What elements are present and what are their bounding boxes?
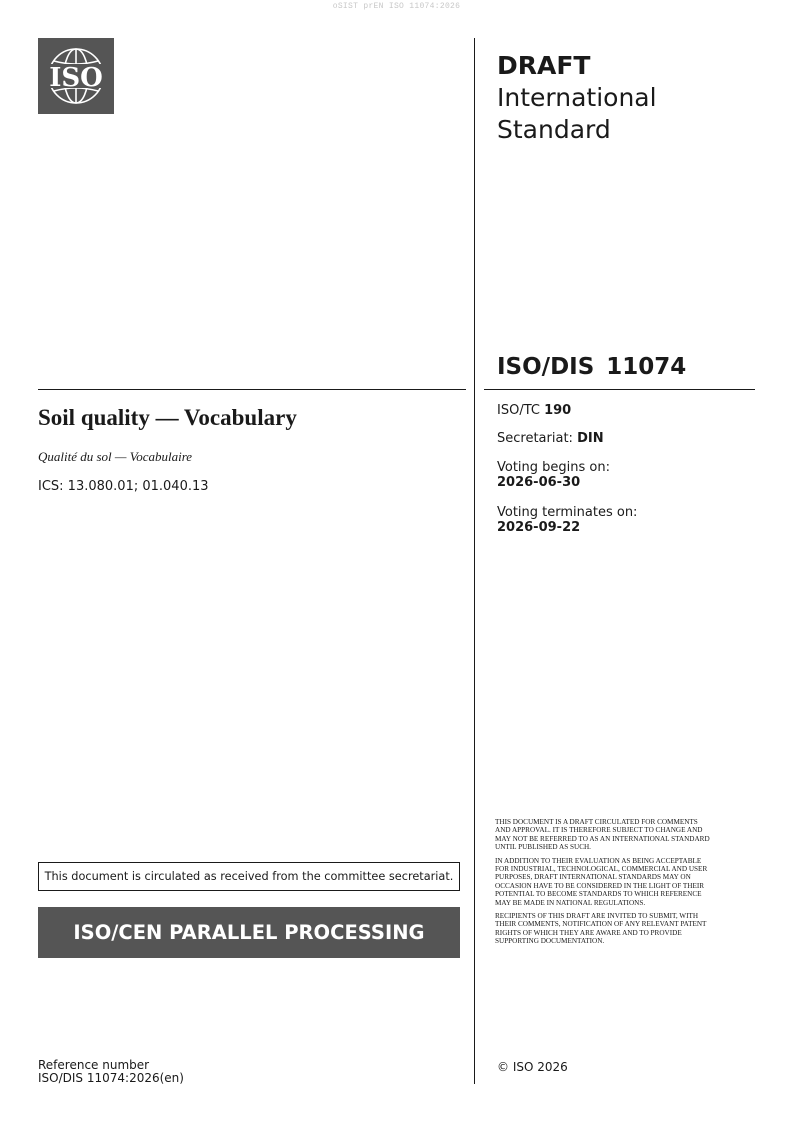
voting-terminates-date: 2026-09-22 bbox=[497, 520, 581, 535]
circulation-notice-box bbox=[38, 862, 460, 891]
parallel-processing-banner bbox=[38, 907, 460, 958]
secretariat-label: Secretariat: bbox=[497, 431, 578, 446]
disclaimer-paragraph-1: THIS DOCUMENT IS A DRAFT CIRCULATED FOR COMMENTS AND APPROVAL. IT IS THEREFORE SUBJECT TO CHANGE AND MAY NOT BE REFERRED TO AS AN INTERNATIONAL STANDARD UNTIL PUBLISHED AS SUCH. bbox=[495, 818, 710, 852]
reference-number bbox=[38, 1059, 184, 1085]
page-title: Soil quality — Vocabulary bbox=[38, 405, 297, 430]
secretariat-value: DIN bbox=[577, 431, 604, 446]
tc-label: ISO/TC bbox=[497, 403, 545, 418]
parallel-processing-text: ISO/CEN PARALLEL PROCESSING bbox=[73, 921, 425, 944]
secretariat bbox=[497, 431, 604, 446]
document-type-heading bbox=[497, 50, 747, 146]
voting-terminates-label: Voting terminates on: bbox=[497, 505, 638, 520]
voting-begins bbox=[497, 460, 610, 490]
iso-logo bbox=[38, 38, 114, 114]
voting-begins-label: Voting begins on: bbox=[497, 460, 611, 475]
watermark: oSIST prEN ISO 11074:2026 bbox=[332, 2, 461, 11]
heading-line-international: International bbox=[497, 83, 657, 112]
horizontal-divider-right bbox=[484, 389, 755, 390]
horizontal-divider-left bbox=[38, 389, 466, 390]
draft-disclaimer bbox=[495, 818, 710, 951]
copyright-notice: © ISO 2026 bbox=[497, 1060, 568, 1074]
voting-terminates bbox=[497, 505, 637, 535]
heading-line-draft: DRAFT bbox=[497, 51, 591, 80]
heading-line-standard: Standard bbox=[497, 115, 611, 144]
document-number: ISO/DIS 11074 bbox=[497, 354, 687, 380]
circulation-notice-text: This document is circulated as received from the committee secretariat. bbox=[44, 870, 454, 883]
disclaimer-paragraph-2: IN ADDITION TO THEIR EVALUATION AS BEING ACCEPTABLE FOR INDUSTRIAL, TECHNOLOGICAL, COMMERCIAL AND USER PURPOSES, DRAFT INTERNATIONAL STANDARDS MAY ON OCCASION HAVE TO BE CONSIDERED IN THE LIGHT OF THEIR POTENTIAL TO BECOME STANDARDS TO WHICH REFERENCE MAY BE MADE IN NATIONAL REGULATIONS. bbox=[495, 856, 708, 907]
voting-begins-date: 2026-06-30 bbox=[497, 475, 581, 490]
ics-codes: ICS: 13.080.01; 01.040.13 bbox=[38, 479, 209, 494]
disclaimer-paragraph-3: RECIPIENTS OF THIS DRAFT ARE INVITED TO SUBMIT, WITH THEIR COMMENTS, NOTIFICATION OF ANY RELEVANT PATENT RIGHTS OF WHICH THEY ARE AWARE AND TO PROVIDE SUPPORTING DOCUMENTATION. bbox=[495, 912, 707, 946]
technical-committee bbox=[497, 403, 571, 418]
french-title: Qualité du sol — Vocabulaire bbox=[38, 449, 193, 464]
svg-text:ISO: ISO bbox=[49, 63, 103, 93]
tc-value: 190 bbox=[544, 403, 572, 418]
reference-label: Reference number bbox=[38, 1058, 150, 1072]
vertical-divider bbox=[474, 38, 475, 1084]
reference-value: ISO/DIS 11074:2026(en) bbox=[38, 1071, 184, 1085]
iso-globe-logo-icon bbox=[38, 38, 114, 114]
